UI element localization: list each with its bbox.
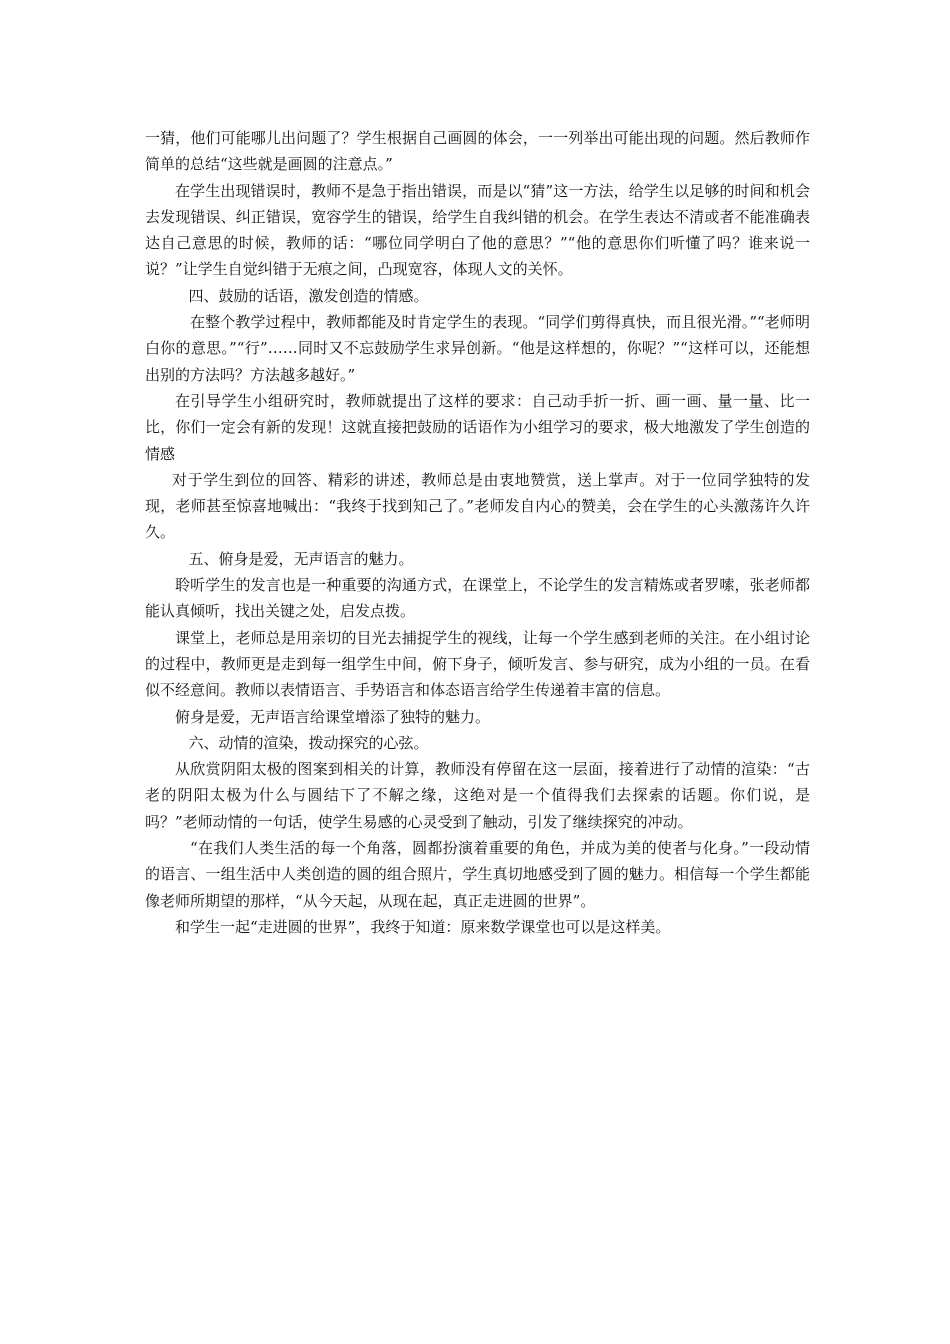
paragraph-gaze: 课堂上，老师总是用亲切的目光去捕捉学生的视线，让每一个学生感到老师的关注。在小组讨论的过程中，教师更是走到每一组学生中间，俯下身子，倾听发言、参与研究，成为小组的一员。在看似不经意间。教师以表情语言、手势语言和体态语言给学生传递着丰富的信息。 xyxy=(145,628,810,700)
paragraph-applause: 对于学生到位的回答、精彩的讲述，教师总是由衷地赞赏，送上掌声。对于一位同学独特的发现，老师甚至惊喜地喊出：“我终于找到知己了。”老师发自内心的赞美，会在学生的心头激荡许久许久。 xyxy=(145,470,810,542)
section-heading-emotion: 六、动情的渲染，拨动探究的心弦。 xyxy=(188,733,429,752)
paragraph-conclusion: 和学生一起“走进圆的世界”，我终于知道：原来数学课堂也可以是这样美。 xyxy=(175,917,671,936)
paragraph-group-study: 在引导学生小组研究时，教师就提出了这样的要求：自己动手折一折、画一画、量一量、比一比，你们一定会有新的发现！这就直接把鼓励的话语作为小组学习的要求，极大地激发了学生创造的情感 xyxy=(145,391,810,463)
paragraph-bending-love: 俯身是爱，无声语言给课堂增添了独特的魅力。 xyxy=(175,707,491,726)
paragraph-praise: 在整个教学过程中，教师都能及时肯定学生的表现。“同学们剪得真快，而且很光滑。”“老师明白你的意思。”“行”……同时又不忘鼓励学生求异创新。“他是这样想的，你呢？”“这样可以，还能想出别的方法吗？方法越多越好。” xyxy=(145,313,810,384)
document-body xyxy=(145,125,810,940)
paragraph-circle-world: “在我们人类生活的每一个角落，圆都扮演着重要的角色，并成为美的使者与化身。”一段动情的语言、一组生活中人类创造的圆的组合照片，学生真切地感受到了圆的魅力。相信每一个学生都能像老师所期望的那样，“从今天起，从现在起，真正走进圆的世界”。 xyxy=(145,839,810,910)
paragraph-taiji: 从欣赏阴阳太极的图案到相关的计算，教师没有停留在这一层面，接着进行了动情的渲染：“古老的阴阳太极为什么与圆结下了不解之缘，这绝对是一个值得我们去探索的话题。你们说，是吗？”老师动情的一句话，使学生易感的心灵受到了触动，引发了继续探究的冲动。 xyxy=(145,760,810,831)
section-heading-silent-language: 五、俯身是爱，无声语言的魅力。 xyxy=(188,549,414,568)
paragraph-guess-intro: 一猜，他们可能哪儿出问题了？学生根据自己画圆的体会，一一列举出可能出现的问题。然后教师作简单的总结“这些就是画圆的注意点。” xyxy=(145,129,810,174)
paragraph-listening: 聆听学生的发言也是一种重要的沟通方式，在课堂上，不论学生的发言精炼或者罗嗦，张老师都能认真倾听，找出关键之处，启发点拨。 xyxy=(145,576,810,621)
section-heading-encouragement: 四、鼓励的话语，激发创造的情感。 xyxy=(188,286,429,305)
paragraph-error-tolerance: 在学生出现错误时，教师不是急于指出错误，而是以“猜”这一方法，给学生以足够的时间和机会去发现错误、纠正错误，宽容学生的错误，给学生自我纠错的机会。在学生表达不清或者不能准确表达自己意思的时候，教师的话：“哪位同学明白了他的意思？”“他的意思你们听懂了吗？谁来说一说？”让学生自觉纠错于无痕之间，凸现宽容，体现人文的关怀。 xyxy=(145,181,810,279)
